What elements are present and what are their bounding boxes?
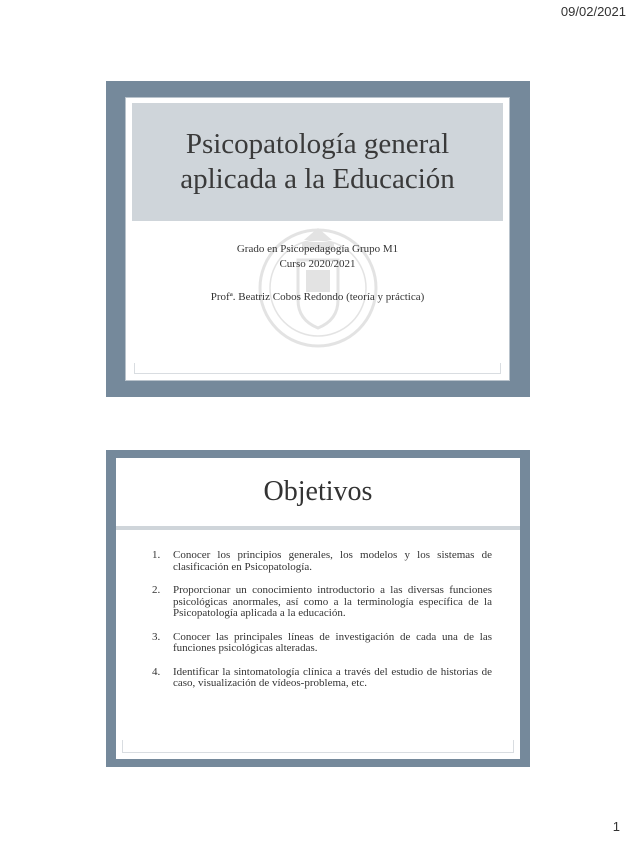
slide-1-professor: Profª. Beatriz Cobos Redondo (teoría y práctica) — [210, 291, 425, 303]
objective-text: Identificar la sintomatología clínica a través del estudio de historias de caso, visualización de vídeos-problema, etc. — [173, 665, 492, 689]
slide-1-degree: Grado en Psicopedagogía Grupo M1 — [236, 243, 399, 255]
slide-1-title-line-2: aplicada a la Educación — [180, 163, 455, 195]
objective-number: 3. — [152, 630, 161, 643]
objective-text: Conocer los principios generales, los modelos y los sistemas de clasificación en Psicopatología. — [173, 549, 492, 573]
slide-2-divider — [116, 526, 520, 530]
print-date: 09/02/2021 — [560, 4, 626, 19]
slide-1 — [106, 81, 530, 397]
slide-1-title-band — [132, 103, 503, 221]
slide-1-title-line-1: Psicopatología general — [185, 128, 450, 160]
objective-number: 1. — [152, 549, 161, 561]
slide-2-content — [116, 458, 520, 759]
slide-2-header — [116, 458, 520, 526]
slide-1-course: Curso 2020/2021 — [279, 258, 356, 270]
objectives-list — [152, 550, 492, 702]
slide-2 — [106, 450, 530, 767]
objective-text: Conocer las principales líneas de investigación de cada una de las funciones psicológicas alteradas. — [173, 630, 492, 654]
slide-1-content — [126, 98, 509, 380]
slide-2-title: Objetivos — [263, 476, 373, 507]
objective-item — [152, 667, 492, 690]
objective-item — [152, 632, 492, 655]
slide-2-bottom-frame — [122, 740, 514, 753]
objective-text: Proporcionar un conocimiento introductorio a las diversas funciones psicológicas anormales, así como a la terminología específica de la Psicopatología aplicada a la educación. — [173, 584, 492, 619]
objective-item — [152, 550, 492, 573]
slide-1-bottom-frame — [134, 363, 501, 374]
objective-number: 2. — [152, 584, 161, 596]
university-seal-watermark-icon — [254, 214, 382, 362]
page-number: 1 — [612, 819, 620, 834]
objective-number: 4. — [152, 665, 161, 678]
objective-item — [152, 585, 492, 620]
